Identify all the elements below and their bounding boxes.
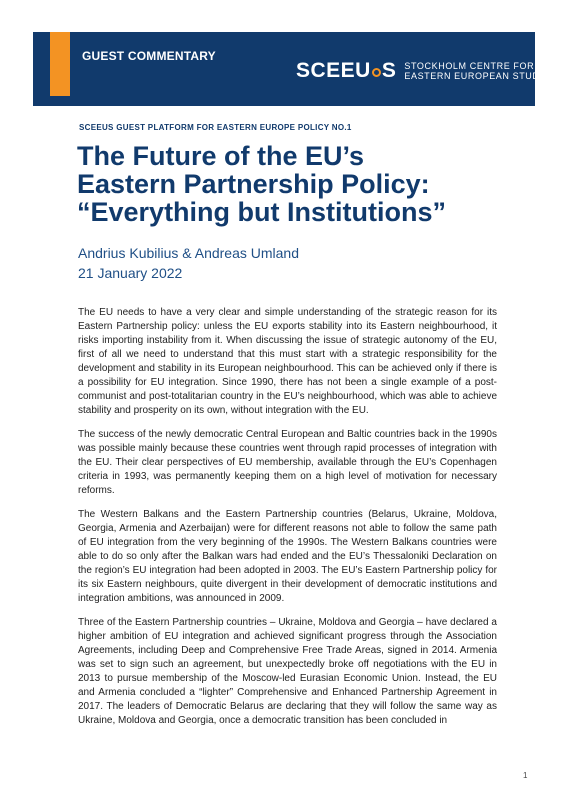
title-line-3: “Everything but Institutions”: [77, 197, 446, 227]
platform-line: SCEEUS GUEST PLATFORM FOR EASTERN EUROPE POLICY NO.1: [79, 123, 352, 132]
logo-tagline-line-1: STOCKHOLM CENTRE FOR: [404, 61, 535, 71]
logo-text-left: SCEEU: [296, 59, 371, 82]
document-title: [77, 142, 537, 226]
body-text: [78, 306, 497, 738]
paragraph-1: The EU needs to have a very clear and simple understanding of the strategic reason for its Eastern Partnership policy: unless the EU exports stability into its Eastern neighbourhood, it risks importing instability from it. When discussing the issue of strategic autonomy of the EU, first of all we need to understand that this must start with a strategic responsibility for the development and stability in its European neighbourhood. This can be achieved only if there is a possibility for EU integration. Since 1990, there has not been a single example of a post-communist and post-totalitarian country in the EU’s neighbourhood, which was able to achieve stability and prosperity on its own, without integration with the EU.: [78, 307, 497, 416]
page-number: 1: [523, 771, 528, 780]
paragraph-3: The Western Balkans and the Eastern Partnership countries (Belarus, Ukraine, Moldova, Georgia, Armenia and Azerbaijan) were for different reasons not able to follow the same path of EU integration from the very beginning of the 1990s. The Western Balkans countries were able to do so only after the Balkan wars had ended and the EU’s Thessaloniki Declaration on the region’s EU integration had been adopted in 2003. The EU’s Eastern Partnership policy for its six Eastern neighbours, quite divergent in their development of democratic institutions and integration ambitions, was announced in 2009.: [78, 509, 497, 604]
logo-tagline-line-2: EASTERN EUROPEAN STUDIES: [404, 71, 556, 81]
paragraph-2: The success of the newly democratic Central European and Baltic countries back in the 1990s was possible mainly because these countries went through rapid processes of integration with the EU. Their clear perspectives of EU membership, available through the EU’s Copenhagen criteria in 1993, was permanently keeping them on a high level of motivation for necessary reforms.: [78, 429, 497, 496]
accent-bar: [50, 32, 70, 96]
logo-wordmark: [296, 59, 396, 83]
paragraph-4: Three of the Eastern Partnership countries – Ukraine, Moldova and Georgia – have declared a higher ambition of EU integration and achieved significant progress through the Association Agreements, including Deep and Comprehensive Free Trade Areas, signed in 2014. Armenia was set to sign such an agreement, but unexpectedly broke off negotiations with the EU in 2013 to pursue membership of the Moscow-led Eurasian Economic Union. Instead, the EU and Armenia concluded a “lighter” Comprehensive and Enhanced Partnership Agreement in 2017. The leaders of Democratic Belarus are declaring that they will follow the same way as Ukraine, Moldova and Georgia, once a democratic transition has been concluded in: [78, 617, 497, 726]
title-line-2: Eastern Partnership Policy:: [77, 169, 430, 199]
authors: Andrius Kubilius & Andreas Umland: [78, 245, 300, 261]
publication-date: 21 January 2022: [78, 265, 183, 281]
logo-tagline: [404, 61, 555, 81]
logo-text-right: S: [381, 59, 397, 82]
sceeus-logo: [296, 59, 556, 83]
logo-ring-icon: [372, 68, 381, 77]
title-line-1: The Future of the EU’s: [77, 141, 365, 171]
guest-commentary-label: GUEST COMMENTARY: [82, 49, 216, 63]
